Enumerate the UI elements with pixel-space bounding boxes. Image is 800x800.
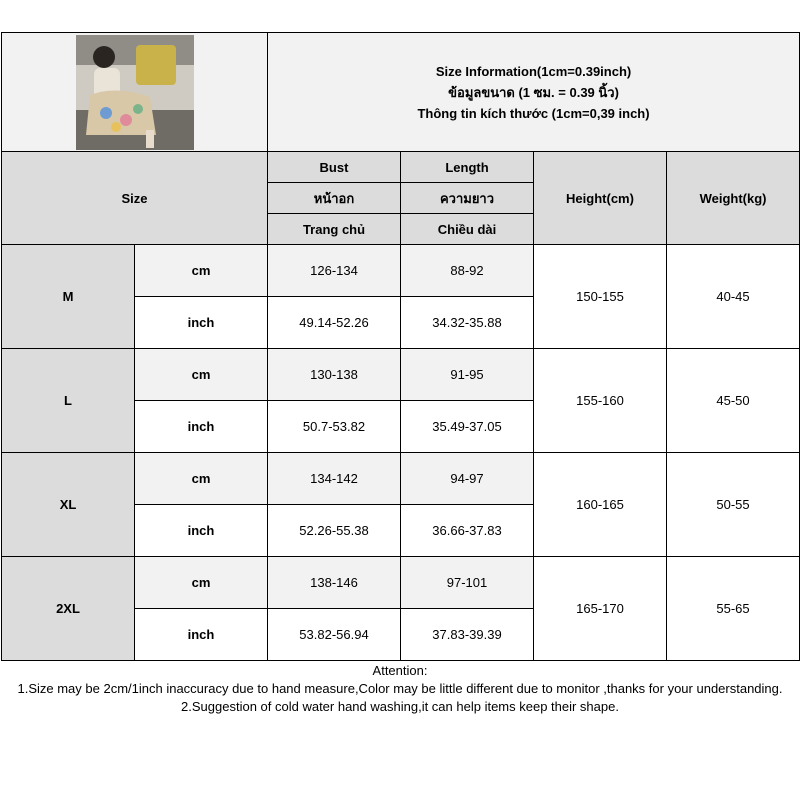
bust-cm: 138-146 — [268, 557, 401, 609]
attention-line-1: 1.Size may be 2cm/1inch inaccuracy due to hand measure,Color may be little different due to monitor ,thanks for your understanding. — [17, 681, 783, 696]
length-header-vi: Chiều dài — [401, 214, 534, 245]
length-inch: 34.32-35.88 — [401, 297, 534, 349]
size-label: M — [2, 245, 135, 349]
size-label: XL — [2, 453, 135, 557]
size-label: L — [2, 349, 135, 453]
bust-header-en: Bust — [268, 152, 401, 183]
size-info-title — [268, 33, 800, 152]
size-table — [1, 32, 800, 661]
info-line-th: ข้อมูลขนาด (1 ซม. = 0.39 นิ้ว) — [448, 84, 619, 100]
table-row — [2, 557, 800, 609]
bust-header-th: หน้าอก — [268, 183, 401, 214]
length-cm: 97-101 — [401, 557, 534, 609]
table-row — [2, 453, 800, 505]
unit-label: inch — [135, 401, 268, 453]
unit-label: inch — [135, 505, 268, 557]
unit-label: cm — [135, 453, 268, 505]
height-value: 165-170 — [534, 557, 667, 661]
length-cm: 88-92 — [401, 245, 534, 297]
table-row — [2, 349, 800, 401]
model-photo — [76, 35, 194, 150]
attention-line-2: 2.Suggestion of cold water hand washing,it can help items keep their shape. — [181, 699, 619, 714]
weight-value: 55-65 — [667, 557, 800, 661]
length-inch: 35.49-37.05 — [401, 401, 534, 453]
info-line-en: Size Information(1cm=0.39inch) — [435, 63, 632, 79]
length-cm: 94-97 — [401, 453, 534, 505]
size-chart — [0, 32, 800, 661]
bust-inch: 49.14-52.26 — [268, 297, 401, 349]
weight-header: Weight(kg) — [667, 152, 800, 245]
size-header: Size — [2, 152, 268, 245]
bust-cm: 134-142 — [268, 453, 401, 505]
weight-value: 50-55 — [667, 453, 800, 557]
height-value: 155-160 — [534, 349, 667, 453]
bust-inch: 53.82-56.94 — [268, 609, 401, 661]
unit-label: cm — [135, 245, 268, 297]
weight-value: 45-50 — [667, 349, 800, 453]
height-value: 160-165 — [534, 453, 667, 557]
attention-notes — [0, 662, 800, 716]
info-line-vi: Thông tin kích thước (1cm=0,39 inch) — [417, 105, 650, 121]
attention-title: Attention: — [372, 663, 428, 678]
bust-inch: 52.26-55.38 — [268, 505, 401, 557]
unit-label: cm — [135, 349, 268, 401]
bust-inch: 50.7-53.82 — [268, 401, 401, 453]
bust-cm: 130-138 — [268, 349, 401, 401]
length-header-en: Length — [401, 152, 534, 183]
length-inch: 37.83-39.39 — [401, 609, 534, 661]
length-header-th: ความยาว — [401, 183, 534, 214]
height-value: 150-155 — [534, 245, 667, 349]
unit-label: inch — [135, 609, 268, 661]
bust-header-vi: Trang chủ — [268, 214, 401, 245]
photo-cell — [2, 33, 268, 152]
weight-value: 40-45 — [667, 245, 800, 349]
size-label: 2XL — [2, 557, 135, 661]
bust-cm: 126-134 — [268, 245, 401, 297]
length-inch: 36.66-37.83 — [401, 505, 534, 557]
height-header: Height(cm) — [534, 152, 667, 245]
length-cm: 91-95 — [401, 349, 534, 401]
unit-label: inch — [135, 297, 268, 349]
table-row — [2, 245, 800, 297]
unit-label: cm — [135, 557, 268, 609]
